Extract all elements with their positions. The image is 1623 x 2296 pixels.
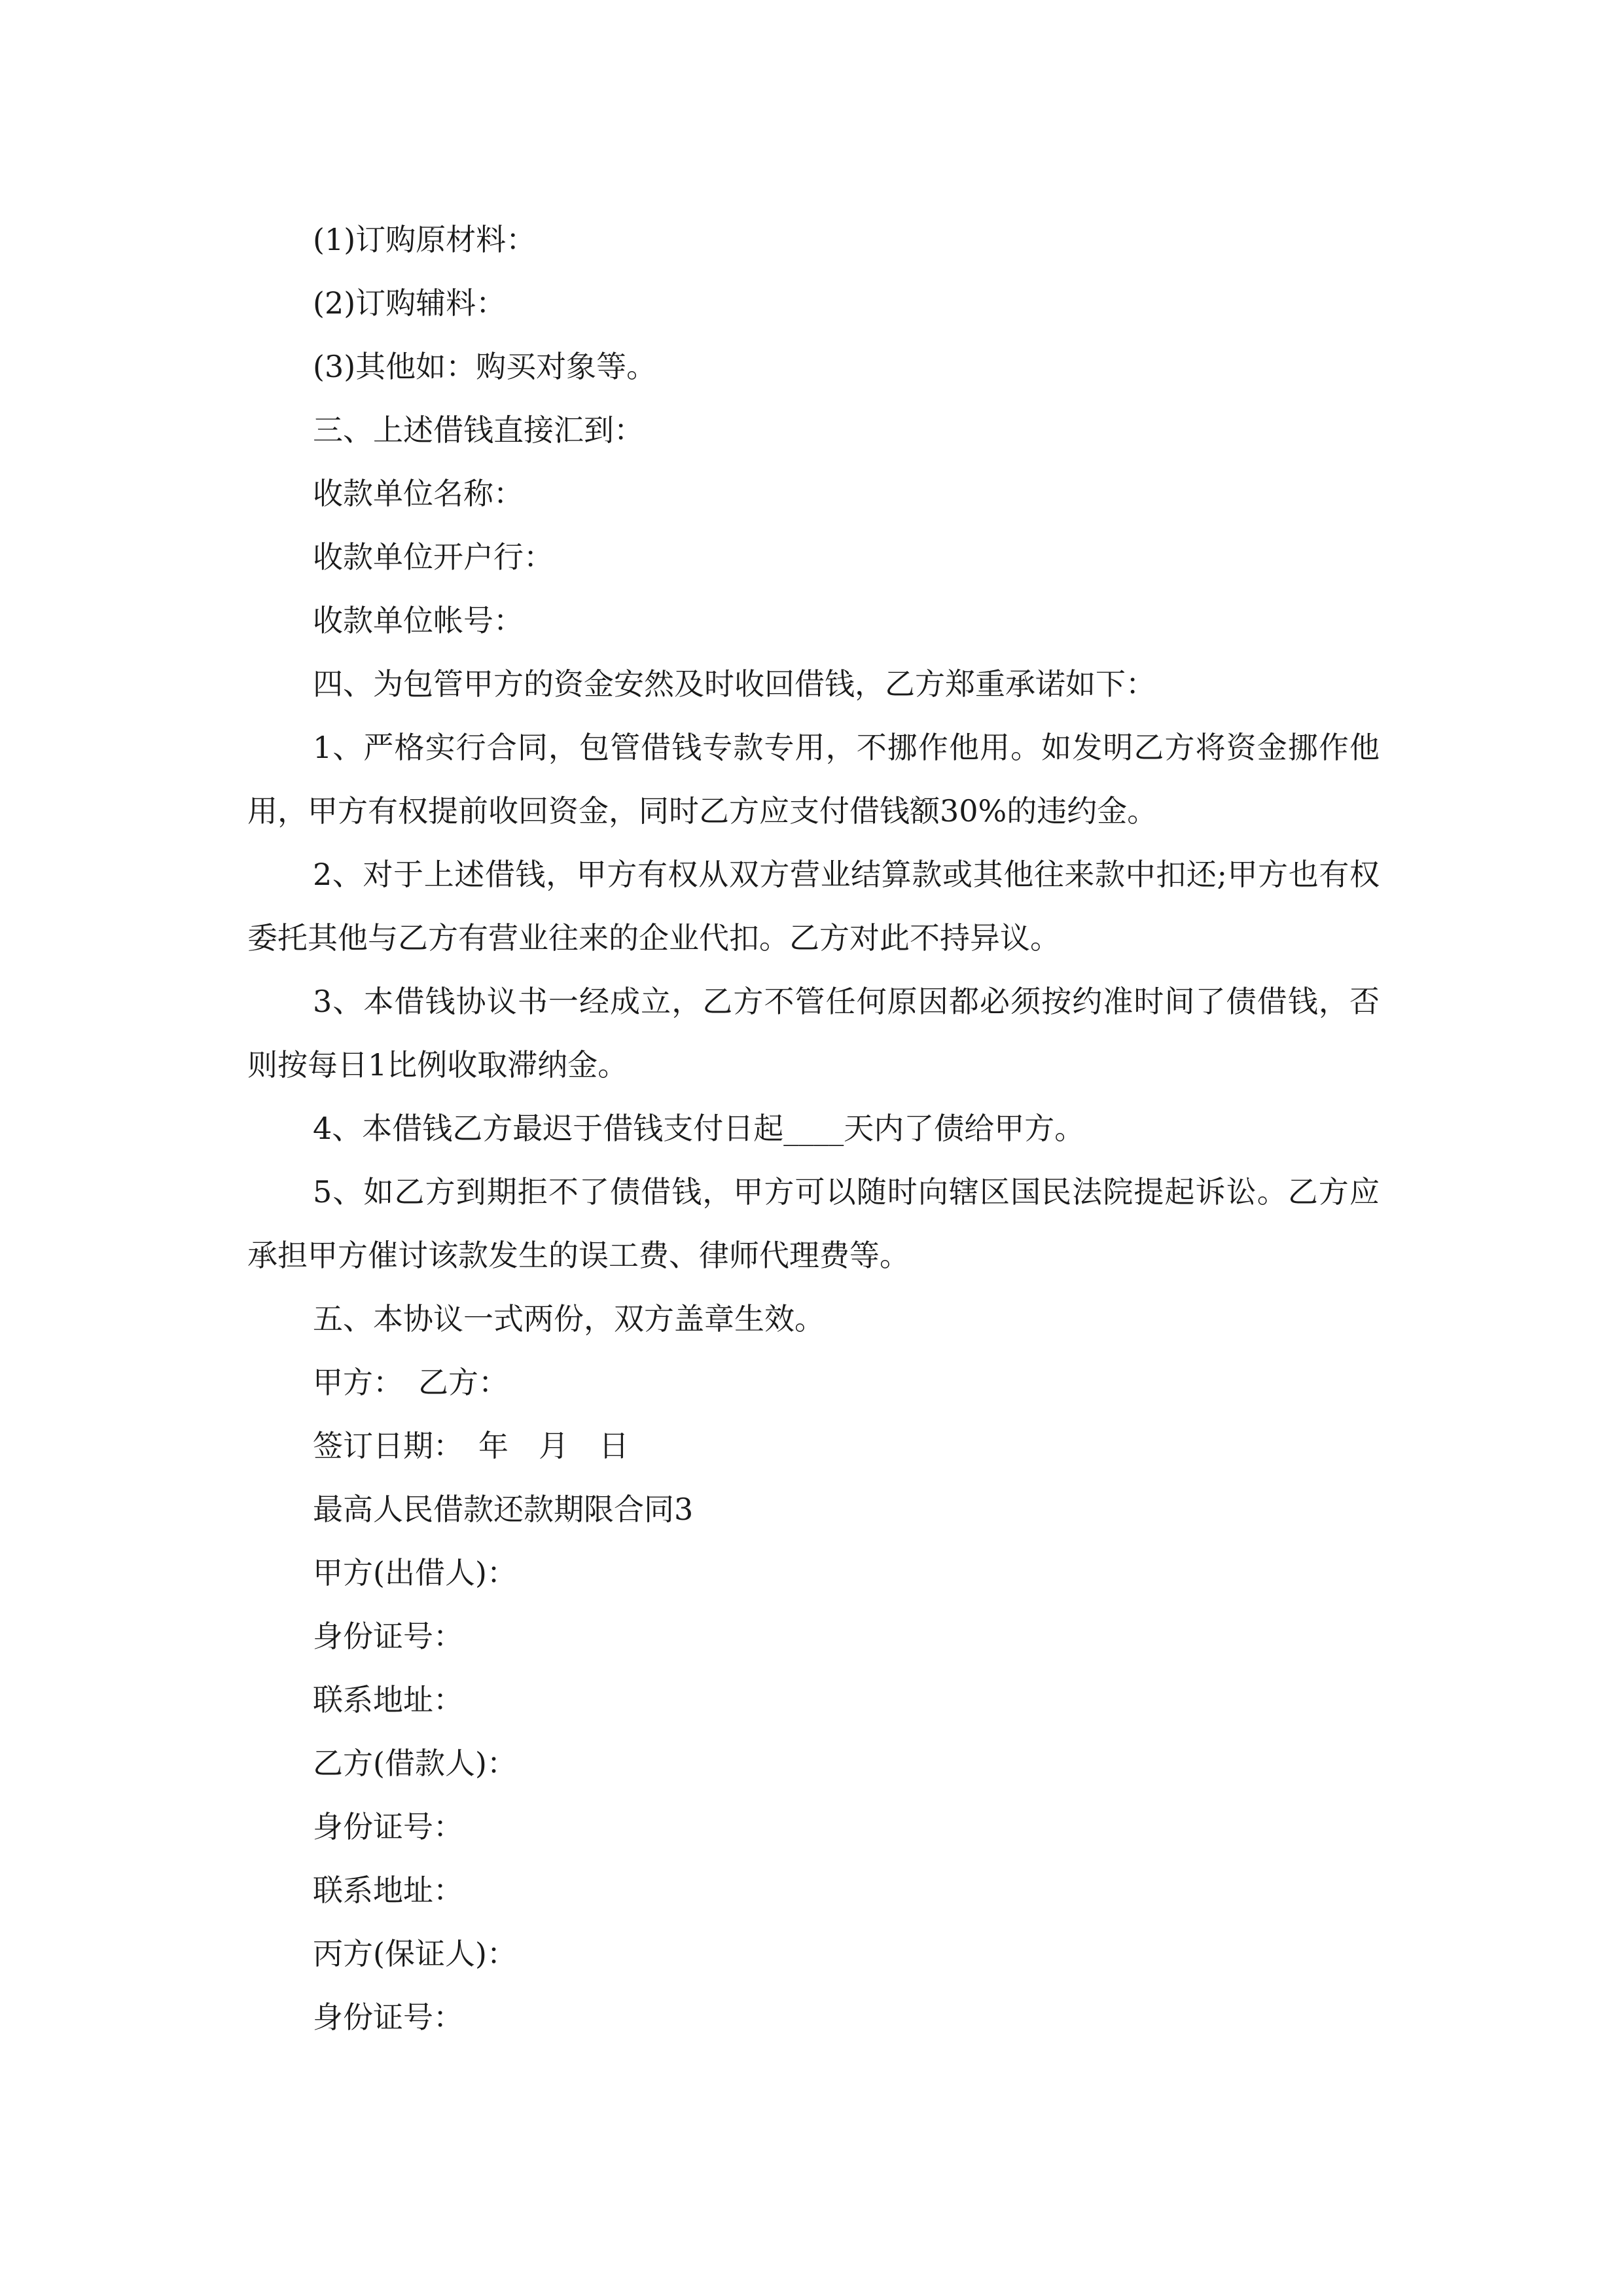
clause-1: 1、严格实行合同，包管借钱专款专用，不挪作他用。如发明乙方将资金挪作他用，甲方有权提前收回资金，同时乙方应支付借钱额30%的违约金。 (247, 730, 1380, 829)
payee-bank-field: 收款单位开户行： (313, 539, 554, 575)
lender-id-field: 身份证号： (313, 1619, 463, 1654)
payee-account-field: 收款单位帐号： (313, 603, 524, 638)
paragraph-other-purchase: (3)其他如：购买对象等。 (313, 349, 657, 384)
signing-date-line: 签订日期： 年 月 日 (313, 1428, 629, 1463)
payee-name-field: 收款单位名称： (313, 476, 524, 511)
lender-field: 甲方(出借人)： (313, 1555, 517, 1590)
signature-parties-line: 甲方： 乙方： (313, 1365, 508, 1400)
borrower-address-field: 联系地址： (313, 1873, 463, 1908)
contract-3-title: 最高人民借款还款期限合同3 (313, 1492, 694, 1527)
borrower-field: 乙方(借款人)： (313, 1746, 517, 1781)
borrower-id-field: 身份证号： (313, 1809, 463, 1844)
clause-4: 4、本借钱乙方最迟于借钱支付日起____天内了债给甲方。 (313, 1111, 1085, 1146)
document-body (247, 208, 1380, 2049)
guarantor-field: 丙方(保证人)： (313, 1936, 517, 1971)
guarantor-id-field: 身份证号： (313, 2000, 463, 2035)
paragraph-order-auxiliary: (2)订购辅料： (313, 285, 507, 321)
paragraph-order-raw-materials: (1)订购原材料： (313, 222, 537, 257)
clause-5: 5、如乙方到期拒不了债借钱，甲方可以随时向辖区国民法院提起诉讼。乙方应承担甲方催讨该款发生的误工费、律师代理费等。 (247, 1174, 1380, 1273)
section-five-heading: 五、本协议一式两份，双方盖章生效。 (313, 1301, 825, 1336)
section-four-heading: 四、为包管甲方的资金安然及时收回借钱，乙方郑重承诺如下： (313, 666, 1156, 702)
section-three-heading: 三、上述借钱直接汇到： (313, 412, 644, 448)
lender-address-field: 联系地址： (313, 1682, 463, 1717)
clause-2: 2、对于上述借钱，甲方有权从双方营业结算款或其他往来款中扣还;甲方也有权委托其他与乙方有营业往来的企业代扣。乙方对此不持异议。 (247, 857, 1380, 956)
clause-3: 3、本借钱协议书一经成立，乙方不管任何原因都必须按约准时间了债借钱，否则按每日1比例收取滞纳金。 (247, 984, 1380, 1083)
